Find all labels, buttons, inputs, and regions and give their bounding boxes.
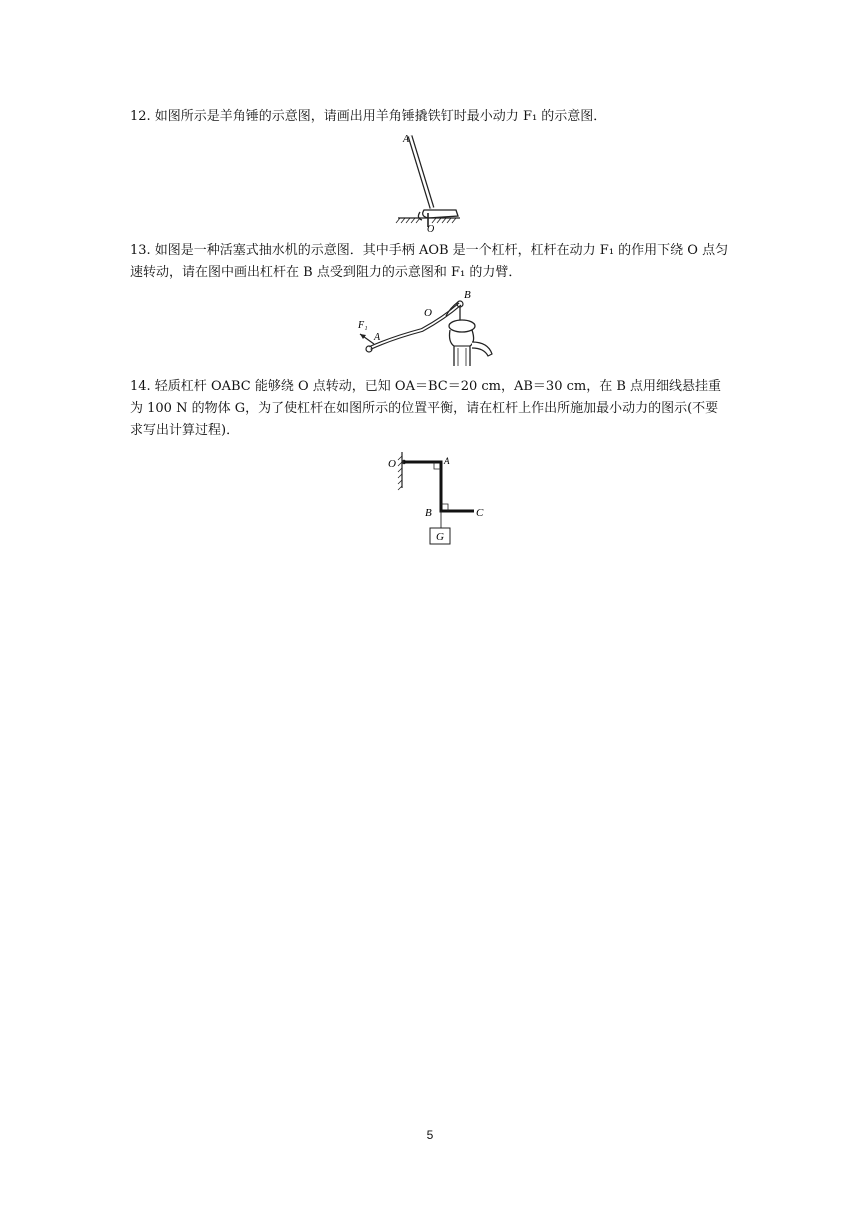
claw-hammer-figure [390,128,470,233]
label-a: A [374,332,381,343]
label-g: G [436,531,444,543]
lever-oabc-figure [384,448,494,548]
water-pump-figure [352,286,512,368]
label-o: O [388,458,396,470]
question-13-text: 13. 如图是一种活塞式抽水机的示意图．其中手柄 AOB 是一个杠杆，杠杆在动力 F₁ 的作用下绕 O 点匀速转动，请在图中画出杠杆在 B 点受到阻力的示意图和 F₁ 的力臂． [130,243,729,280]
label-b: B [425,507,432,519]
label-c: C [476,507,484,519]
label-o: O [427,224,435,233]
label-a: A [403,134,410,145]
label-b: B [464,289,471,301]
label-f1: F₁ [358,320,368,331]
question-12-text: 12. 如图所示是羊角锤的示意图，请画出用羊角锤撬铁钉时最小动力 F₁ 的示意图． [130,109,607,124]
label-a: A [444,456,450,466]
question-14-text: 14. 轻质杠杆 OABC 能够绕 O 点转动，已知 OA＝BC＝20 cm，AB＝30 cm，在 B 点用细线悬挂重为 100 N 的物体 G，为了使杠杆在如图所示的位置平衡，请在杠杆上作出所施加最小动力的图示(不要求写出计算过程)． [130,379,722,438]
page-number: 5 [426,1128,434,1142]
label-o: O [424,307,432,319]
